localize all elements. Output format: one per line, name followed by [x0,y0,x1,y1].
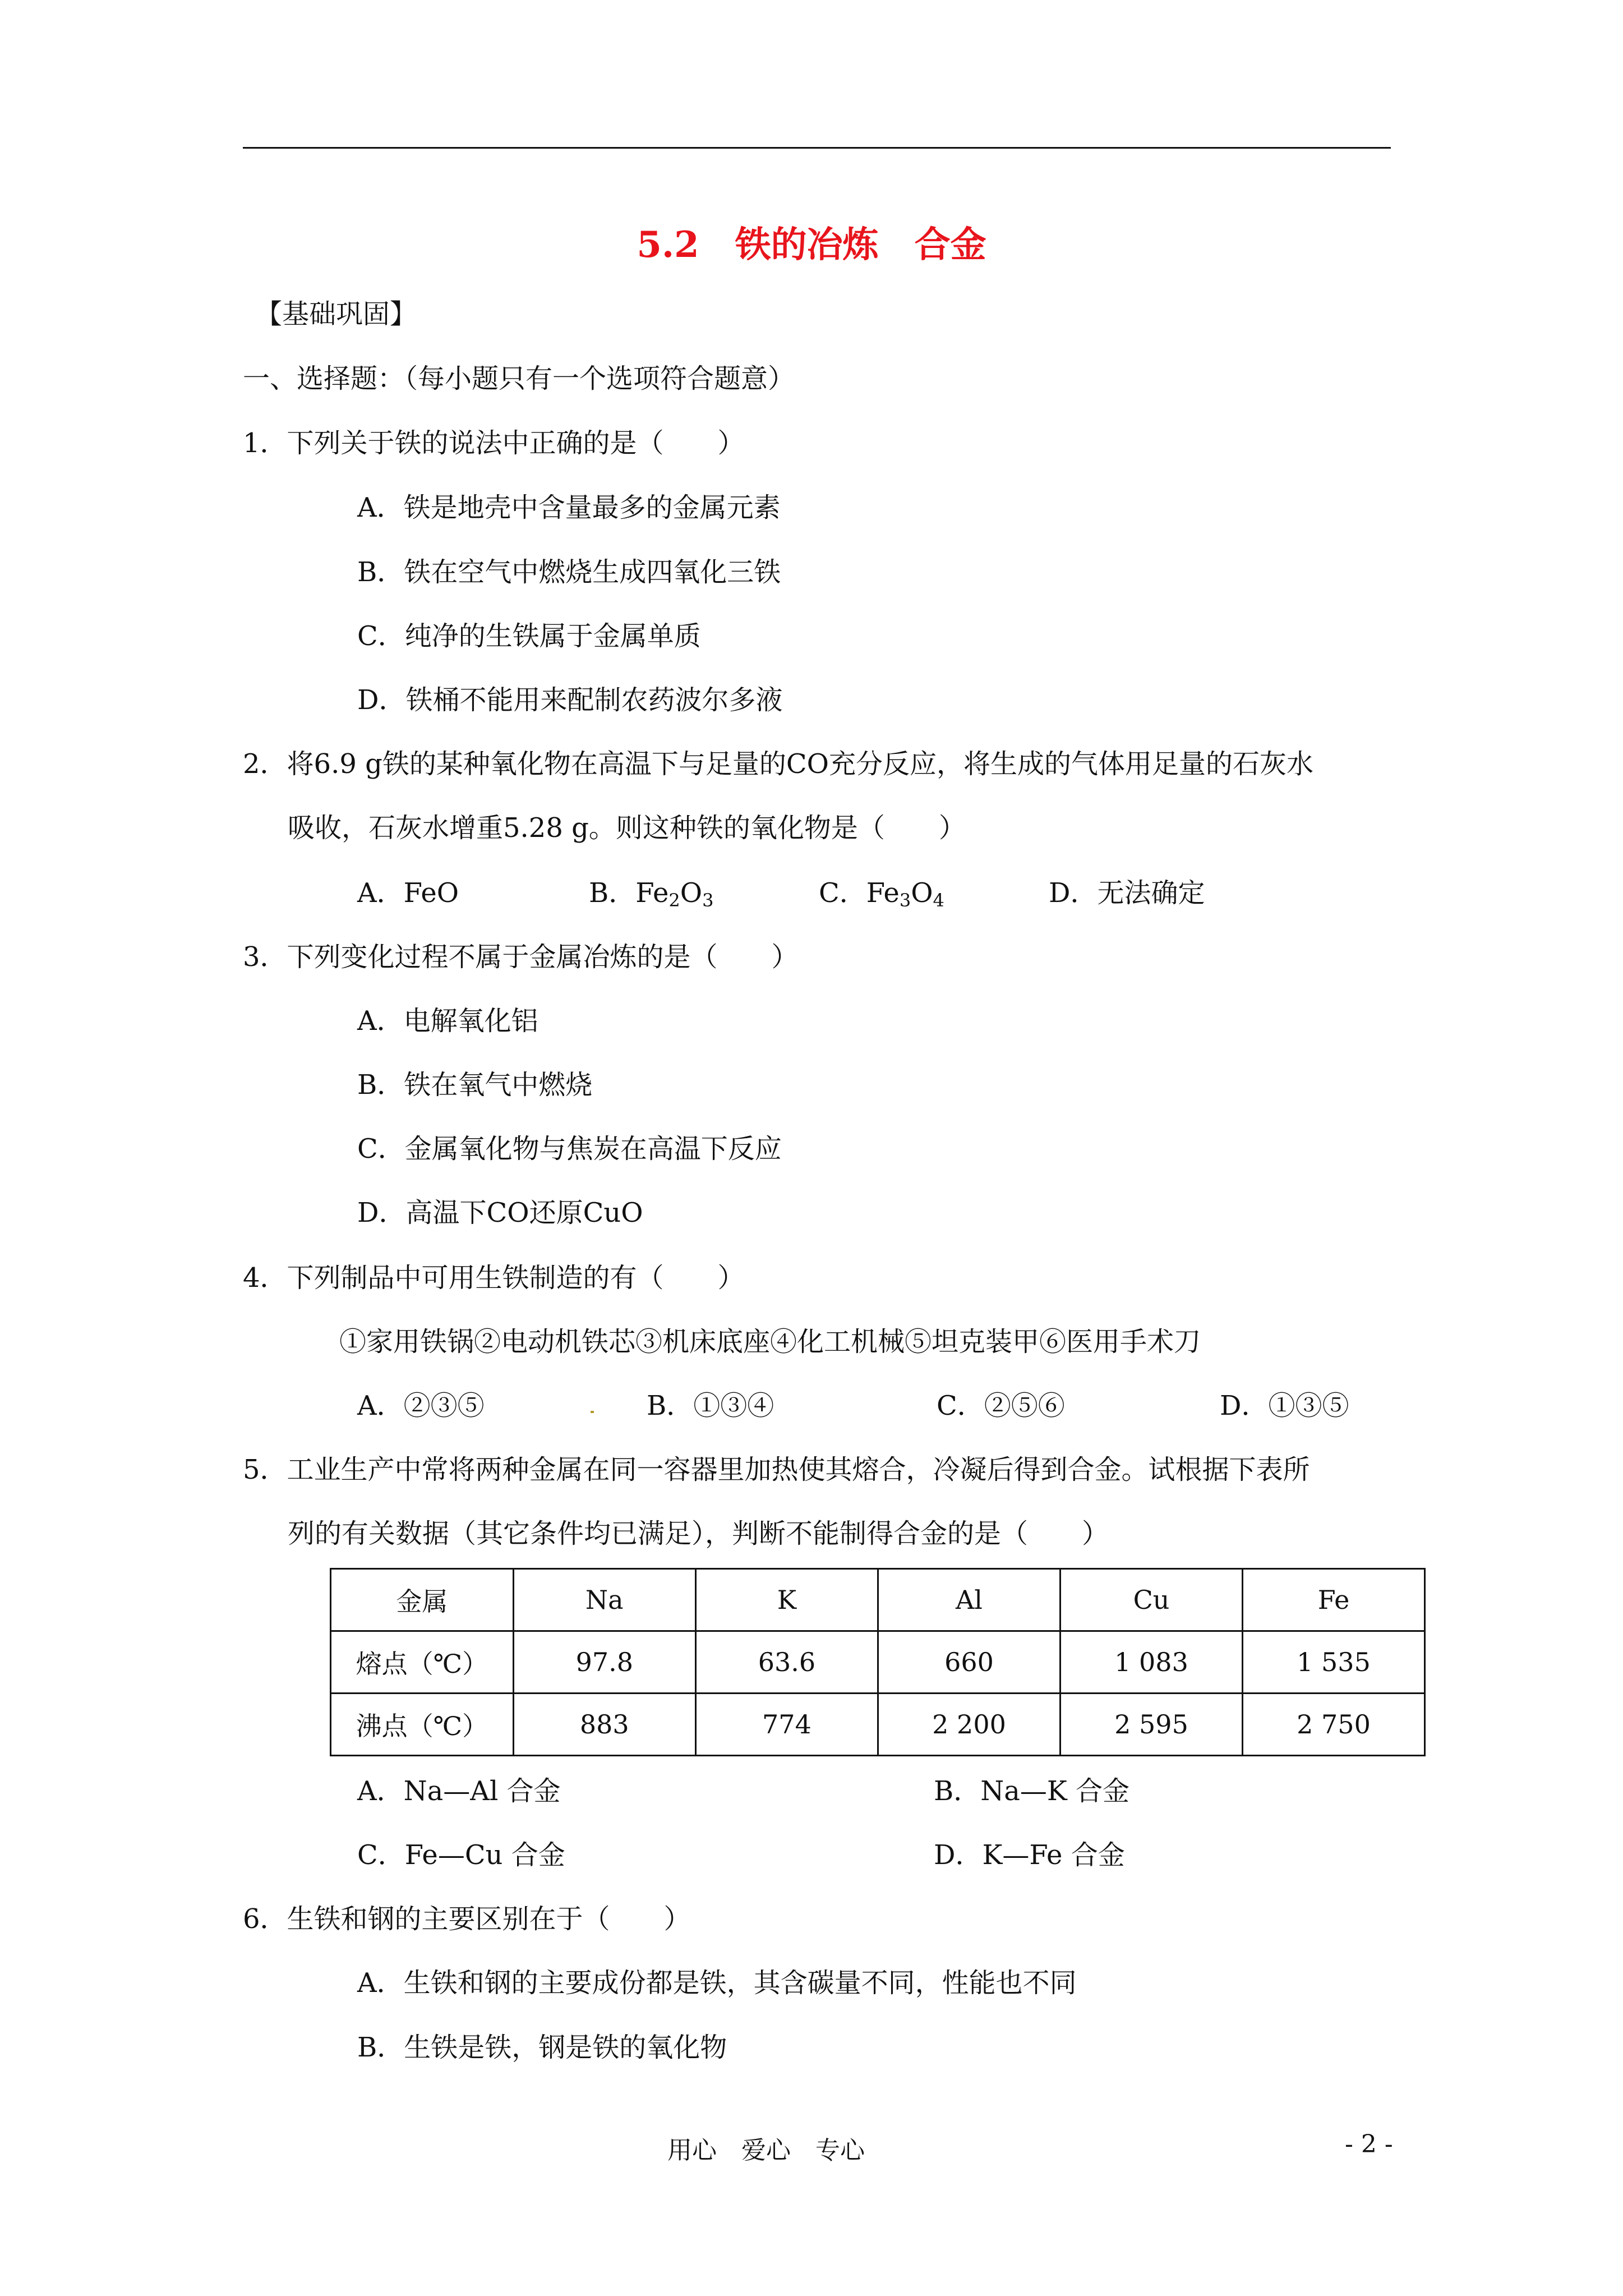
q2-option-d: D．无法确定 [1049,877,1205,909]
q5-option-b: B．Na—K 合金 [934,1775,1130,1807]
footer-motto: 用心 爱心 专心 [667,2136,865,2165]
table-header-cell: 金属 [331,1569,514,1631]
table-cell: 660 [878,1631,1061,1694]
table-cell: 沸点（℃） [331,1694,514,1756]
table-cell: 1 083 [1061,1631,1243,1694]
q4-items: ①家用铁锅②电动机铁芯③机床底座④化工机械⑤坦克装甲⑥医用手术刀 [339,1326,1201,1358]
table-row [331,1631,1425,1694]
q2-option-b-pre: B．Fe [589,877,669,909]
table-cell: 2 200 [878,1694,1061,1756]
q4-option-d: D．①③⑤ [1220,1390,1349,1421]
q4-option-c: C．②⑤⑥ [937,1390,1065,1421]
table-cell: 2 595 [1061,1694,1243,1756]
q2-stem-line1: 2．将6.9 g铁的某种氧化物在高温下与足量的CO充分反应，将生成的气体用足量的石灰水 [243,748,1313,780]
q2-option-c-sub2: 4 [933,890,944,911]
table-header-cell: K [695,1569,878,1631]
q2-option-c-mid: O [911,877,933,909]
q3-option-b: B．铁在氧气中燃烧 [357,1069,593,1101]
q2-option-b-mid: O [680,877,703,909]
q5-stem-line2: 列的有关数据（其它条件均已满足），判断不能制得合金的是（ ） [288,1518,1109,1549]
q3-option-a: A．电解氧化铝 [357,1005,538,1037]
part-heading: 一、选择题：（每小题只有一个选项符合题意） [243,363,795,394]
q2-option-c-pre: C．Fe [819,877,900,909]
table-cell: 2 750 [1243,1694,1425,1756]
table-cell: 97.8 [513,1631,695,1694]
table-cell: 熔点（℃） [331,1631,514,1694]
q2-option-c-sub1: 3 [899,890,911,911]
q6-option-b: B．生铁是铁，钢是铁的氧化物 [357,2032,727,2063]
q4-stem: 4．下列制品中可用生铁制造的有（ ） [243,1262,745,1294]
metal-properties-table [330,1568,1426,1756]
q4-option-a: A．②③⑤ [357,1390,485,1421]
q3-option-c: C．金属氧化物与焦炭在高温下反应 [357,1133,782,1165]
header-rule [243,147,1391,149]
table-row [331,1694,1425,1756]
q1-option-d: D．铁桶不能用来配制农药波尔多液 [357,684,783,716]
table-header-cell: Al [878,1569,1061,1631]
q3-option-d: D．高温下CO还原CuO [357,1197,643,1228]
q4-option-b: B．①③④ [647,1390,774,1421]
q5-option-d: D．K—Fe 合金 [934,1839,1125,1871]
q5-option-a: A．Na—Al 合金 [357,1775,561,1807]
table-header-cell: Fe [1243,1569,1425,1631]
q2-option-c [819,876,944,910]
q5-stem-line1: 5．工业生产中常将两种金属在同一容器里加热使其熔合，冷凝后得到合金。试根据下表所 [243,1454,1310,1485]
q1-option-a: A．铁是地壳中含量最多的金属元素 [357,492,781,523]
stray-mark [591,1411,594,1413]
table-cell: 63.6 [695,1631,878,1694]
q6-stem: 6．生铁和钢的主要区别在于（ ） [243,1903,691,1935]
table-cell: 1 535 [1243,1631,1425,1694]
q6-option-a: A．生铁和钢的主要成份都是铁，其含碳量不同，性能也不同 [357,1967,1077,1999]
q2-option-b [589,876,713,910]
q5-option-c: C．Fe—Cu 合金 [357,1839,565,1871]
q2-option-b-sub2: 3 [702,890,714,911]
q1-option-c: C．纯净的生铁属于金属单质 [357,620,701,652]
page-number: - 2 - [1345,2130,1393,2159]
table-cell: 774 [695,1694,878,1756]
q3-stem: 3．下列变化过程不属于金属冶炼的是（ ） [243,941,799,973]
page-title: 5.2 铁的冶炼 合金 [637,224,986,266]
section-heading: 【基础巩固】 [255,298,417,330]
q2-option-a: A．FeO [357,877,459,909]
q1-stem: 1．下列关于铁的说法中正确的是（ ） [243,427,745,459]
q2-stem-line2: 吸收，石灰水增重5.28 g。则这种铁的氧化物是（ ） [288,812,966,844]
q1-option-b: B．铁在空气中燃烧生成四氧化三铁 [357,556,781,588]
table-header-cell: Na [513,1569,695,1631]
q2-option-b-sub1: 2 [668,890,680,911]
table-header-cell: Cu [1061,1569,1243,1631]
table-header-row [331,1569,1425,1631]
table-cell: 883 [513,1694,695,1756]
